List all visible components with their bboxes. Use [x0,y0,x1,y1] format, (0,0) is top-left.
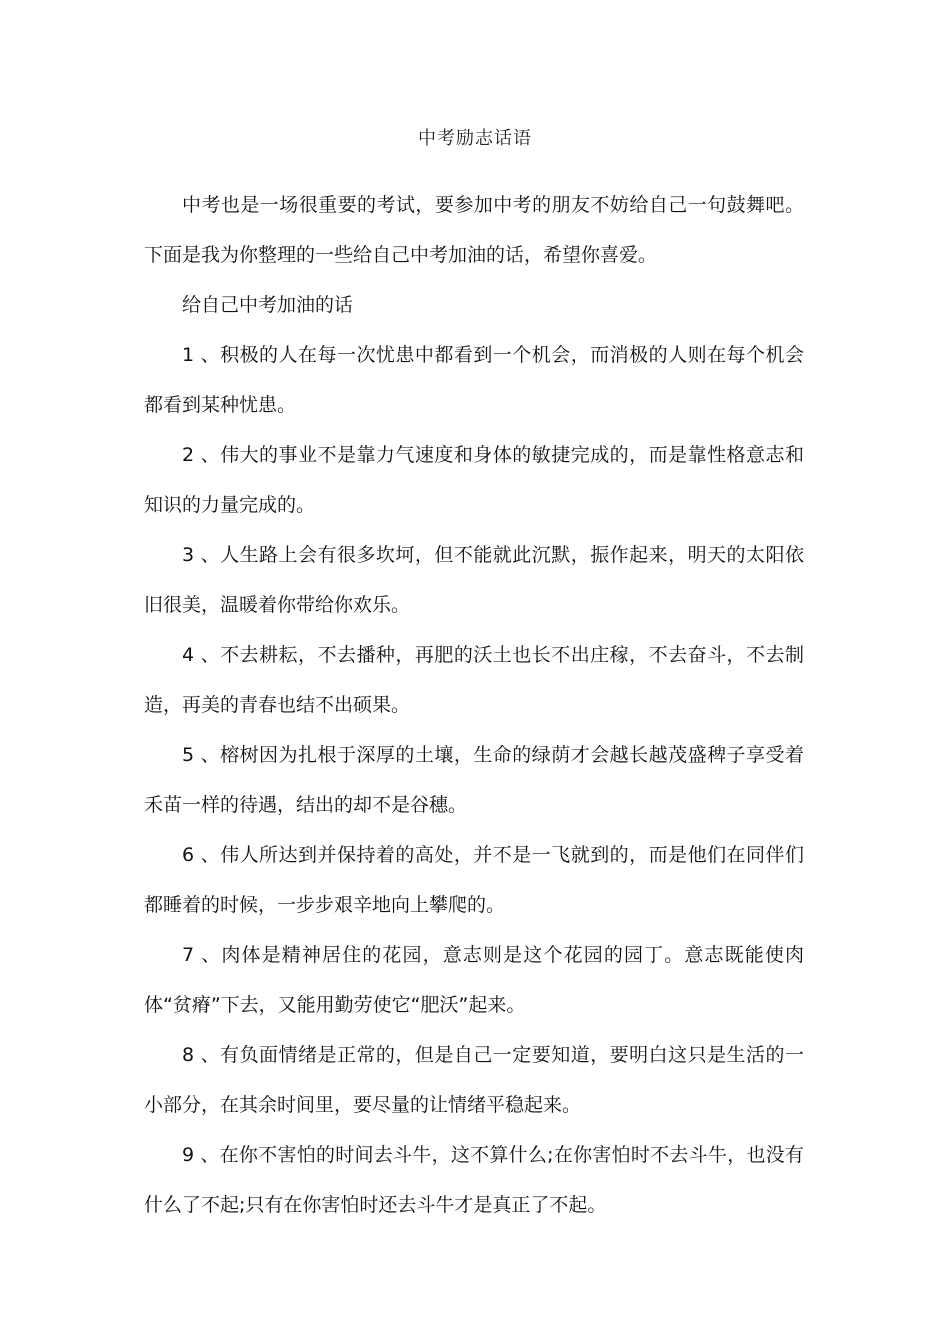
document-body [144,180,804,1230]
quote-item-3: 3 、人生路上会有很多坎坷，但不能就此沉默，振作起来，明天的太阳依旧很美，温暖着你带给你欢乐。 [144,544,804,616]
section-heading: 给自己中考加油的话 [182,294,354,316]
quote-item-7: 7 、肉体是精神居住的花园，意志则是这个花园的园丁。意志既能使肉体“贫瘠”下去，又能用勤劳使它“肥沃”起来。 [144,944,804,1016]
document-title: 中考励志话语 [418,128,532,149]
quote-item-4: 4 、不去耕耘，不去播种，再肥的沃土也长不出庄稼，不去奋斗，不去制造，再美的青春也结不出硕果。 [144,644,804,716]
intro-paragraph: 中考也是一场很重要的考试，要参加中考的朋友不妨给自己一句鼓舞吧。下面是我为你整理的一些给自己中考加油的话，希望你喜爱。 [144,194,804,266]
quote-item-5: 5 、榕树因为扎根于深厚的土壤，生命的绿荫才会越长越茂盛稗子享受着禾苗一样的待遇，结出的却不是谷穗。 [144,744,804,816]
quote-item-2: 2 、伟大的事业不是靠力气速度和身体的敏捷完成的，而是靠性格意志和知识的力量完成的。 [144,444,804,516]
quote-item-6: 6 、伟人所达到并保持着的高处，并不是一飞就到的，而是他们在同伴们都睡着的时候，一步步艰辛地向上攀爬的。 [144,844,804,916]
quote-item-9: 9 、在你不害怕的时间去斗牛，这不算什么;在你害怕时不去斗牛，也没有什么了不起;只有在你害怕时还去斗牛才是真正了不起。 [144,1144,804,1216]
quote-item-8: 8 、有负面情绪是正常的，但是自己一定要知道，要明白这只是生活的一小部分，在其余时间里，要尽量的让情绪平稳起来。 [144,1044,804,1116]
quote-item-1: 1 、积极的人在每一次忧患中都看到一个机会，而消极的人则在每个机会都看到某种忧患。 [144,344,804,416]
